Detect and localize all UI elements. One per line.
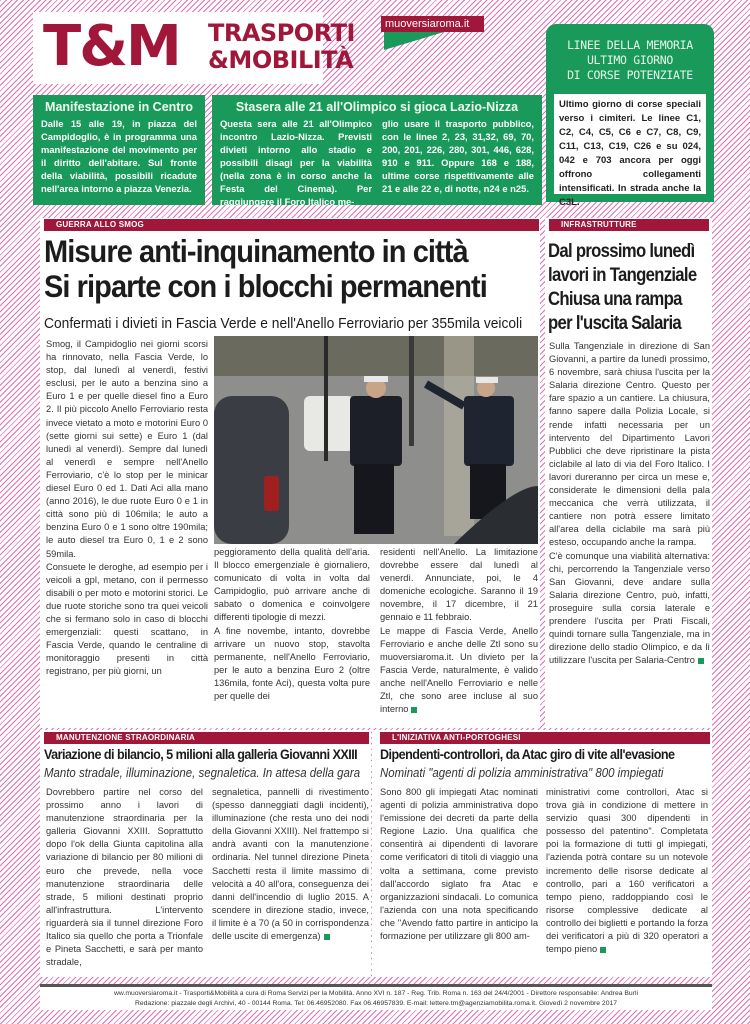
bottom-right-col1: Sono 800 gli impiegati Atac nominati agenti di polizia amministrativa dopo l'emissione dei decreti da parte della Regione Lazio. Una qualifica che consentirà ai dipendenti di lavorare come verificatori di titoli di viaggio una volta a settimana, come previsto dall'accordo siglato fra Atac e organizzazioni sindacali. Lo comunica l'azienda con una nota specificando che "Avendo fatto partire in anticipo la formazione per utilizzare gli 800 am- [380,787,538,942]
bottom-left-title: Variazione di bilancio, 5 milioni alla galleria Giovanni XXIII [44,746,358,762]
news-box-manifestazione [33,95,205,205]
memoria-title [546,38,714,83]
footer-line2: Redazione: piazzale degli Archivi, 40 - 00144 Roma. Tel: 06.46952080. Fax 06.46957839. E-mail: lettere.tm@agenziamobilita.roma.it. Giovedì 2 novembre 2017 [134,1000,618,1007]
paragraph: C'è comunque una viabilità alternativa: chi, percorrendo la Tangenziale verso San Giovanni, deve andare sulla Salaria direzione Centro, può, infatti, proseguire sulla corsia laterale e prendere l'uscita per Prati Fiscali, quindi tornare sulla Tangenziale, ma in direzione dello stadio Olimpico, e da lì utilizzare l'uscita per Salaria-Centro [549,550,710,666]
end-mark-icon [698,658,704,664]
end-mark-icon [600,947,606,953]
paragraph: peggioramento della qualità dell'aria. Il blocco emergenziale è giornaliero, comunicato di volta in volta dal Campidoglio, può arrivare anche di sabato o domenica e coinvolgere differenti tipologie di mezzi. [214,547,370,623]
bottom-left-subtitle: Manto stradale, illuminazione, segnaletica. In attesa della gara [44,765,361,780]
end-mark-icon [411,707,417,713]
memoria-title-line2: ULTIMO GIORNO [586,53,674,67]
main-col3 [380,546,538,716]
paragraph: A fine novembe, intanto, dovrebbe arrivare un nuovo stop, stavolta permanente, nell'Anello Ferroviario, per le auto a benzina Euro 2 (oltre 136mila, fonte Aci), questa volta pure per quelle dei [214,625,370,702]
news-box-lazio-nizza [212,95,542,205]
main-col2 [214,546,370,703]
paragraph: residenti nell'Anello. La limitazione dovrebbe essere dal lunedì al venerdì. Annunciate, poi, le 4 domeniche ecologiche. Saranno il 19 novembre, il 17 dicembre, il 21 gennaio e 11 febbraio. [380,547,538,623]
news-box-col2: glio usare il trasporto pubblico, con le linee 2, 23, 31,32, 69, 70, 200, 201, 226, 280, 301, 446, 628, 910 e 911. Oppure 168 e 188, ultime corse rispettivamente alle 21 e alle 22 e, di notte, n24 e n25. [382,118,534,194]
main-headline [44,234,504,304]
masthead [33,12,355,84]
right-headline-line4: per l'uscita Salaria [548,313,682,334]
right-headline-line1: Dal prossimo lunedì [548,241,695,262]
memoria-box [546,24,714,208]
photo-police-traffic [214,336,538,544]
right-headline-line3: Chiusa una rampa [548,289,682,310]
paragraph: Sulla Tangenziale in direzione di San Giovanni, a partire da lunedì prossimo, 6 novembre, sarà chiusa l'uscita per la Salaria direzione Centro. Questo per fare spazio a un cantiere. La chiusura, fanno sapere dalla Polizia Locale, si rende infatti necessaria per un intervento del Dipartimento Lavori Pubblici che deve ripristinare la pista ciclabile al lato di via del Foro Italico. I lavori dureranno per circa un mese e, considerate le dimensioni della pala meccanica che verrà utilizzata, il cantiere non potrà essere limitato all'area della ciclabile ma sarà più esteso, occupando anche la rampa. [549,341,710,548]
news-box-body: Dalle 15 alle 19, in piazza del Campidoglio, è in programma una manifestazione del movimento per il diritto dell'abitare. Sul fronte della viabilità, possibili ricadute nell'area intorno a piazza Venezia. [41,118,197,194]
site-tag-ribbon [384,32,444,50]
section-bar-infrastrutture: INFRASTRUTTURE [549,219,709,231]
bottom-right-col2 [546,786,708,956]
bottom-left-col1: Dovrebbero partire nel corso del prossimo anno i lavori di manutenzione straordinaria per la galleria Giovanni XXIII. Soprattutto dopo l'ok della Giunta capitolina alla variazione di bilancio per 80 milioni di euro che prevede, nella voce manutenzione straordinaria delle strade, 5 milioni destinati proprio all'infrastruttura. L'intervento riguarderà sia il tunnel direzione Foro Italico sia quello che porta a Trionfale e Pineta Sacchetti, e sarà per manto stradale, [46,787,203,968]
bottom-left-col2 [212,786,369,943]
bottom-right-subtitle: Nominati "agenti di polizia amministrativa" 800 impiegati [380,765,664,780]
memoria-title-line1: LINEE DELLA MEMORIA [567,38,693,52]
main-subhead: Confermati i divieti in Fascia Verde e nell'Anello Ferroviario per 355mila veicoli [44,315,523,332]
news-box-col1: Questa sera alle 21 all'Olimpico incontro Lazio-Nizza. Previsti divieti intorno allo stadio e possibili disagi per la viabilità (nella zona è in corso anche la Festa del Cinema). Per raggiungere il Foro Italico me- [220,118,372,207]
masthead-title-line1: TRASPORTI [208,19,355,47]
section-bar-guerra-smog: GUERRA ALLO SMOG [44,219,539,231]
section-bar-manutenzione: MANUTENZIONE STRAORDINARIA [44,732,369,744]
paragraph: Le mappe di Fascia Verde, Anello Ferroviario e anche delle Ztl sono su muoversiaroma.it. Un divieto per la Fascia Verde, naturalmente, è valido anche nell'Anello Ferroviario e nelle Ztl, che sono aree incluse al suo interno [380,625,538,715]
memoria-body: Ultimo giorno di corse speciali verso i cimiteri. Le linee C1, C2, C4, C5, C6 e C7, C8, C9, C11, C13, C19, C26 e su 024, 042 e 703 ancora per oggi offrono collegamenti intensificati. In strada anche la C3L. [554,94,706,194]
masthead-title-line2: &MOBILITÀ [208,46,354,74]
headline-line2: Si riparte con i blocchi permanenti [44,268,487,304]
main-col1 [46,338,208,678]
memoria-title-line3: DI CORSE POTENZIATE [567,68,693,82]
right-headline-line2: lavori in Tangenziale [548,265,697,286]
bottom-right-title: Dipendenti-controllori, da Atac giro di vite all'evasione [380,746,675,762]
end-mark-icon [324,934,330,940]
logo: T&M [43,14,180,79]
paragraph: Smog, il Campidoglio nei giorni scorsi ha rinnovato, nella Fascia Verde, lo stop, dal lunedì al venerdì, festivi esclusi, per le auto a benzina sino a Euro 1 e per quelle diesel fino a Euro 2. Il più piccolo Anello Ferroviario resta invece vietato a moto e motorini Euro 0 (sette giorni sui sette) e Euro 1 (dal lunedì al venerdì). Sempre dal lunedì al venerdì e sempre nell'Anello Ferroviario, c'è lo stop per le minicar diesel Euro 0 ed 1. Dati Aci alla mano (anno 2016), le due ruote Euro 0 e 1 in città sono più di 106mila; le auto a benzina Euro 0 e 1 sono oltre 190mila; le auto diesel tra Euro 0, 1 e 2 sono 59mila. [46,339,208,559]
article-photo [214,336,538,544]
paragraph: ministrativi come controllori, Atac si trova già in condizione di mettere in servizio quasi 300 dipendenti in possesso del patentino". Completata poi la formazione di tutti gl impiegati, l'azienda potrà contare su un notevole incremento delle risorse dedicate al controllo, pari a 160 verificatori a tempo pieno, raddoppiando così le risorse complessive dedicate al controllo dei biglietti e portando la forza dei verificatori a più di 320 operatori a tempo pieno [546,787,708,955]
news-box-title: Manifestazione in Centro [45,100,193,114]
paragraph: Consuete le deroghe, ad esempio per i veicoli a gpl, metano, con il permesso disabili o per moto e motorini storici. Le due ruote storiche sono tra quei veicoli che si fermano solo in caso di blocchi emergenziali: questi scattano, in Fascia Verde, quando le centraline di monitoraggio presenti in città registrano, per più giorni, un [46,561,208,677]
headline-line1: Misure anti-inquinamento in città [44,233,468,269]
paragraph: segnaletica, pannelli di rivestimento (spesso danneggiati dagli incidenti), illuminazione (che resta uno dei nodi della Giovanni XXIII). Nel frattempo si andrà avanti con la manutenzione ordinaria. Nel tunnel direzione Pineta Sacchetti resta il limite massimo di velocità a 40 all'ora, conseguenza dei danni dell'incendio di luglio 2015. A scendere in direzione stadio, invece, il limite è a 70 (a 50 in corrispondenza delle uscite di emergenza) [212,787,369,942]
right-article-body [549,340,710,667]
masthead-title [208,20,355,74]
right-headline [548,240,698,336]
section-bar-anti-portoghesi: L'INIZIATIVA ANTI-PORTOGHESI [380,732,710,744]
news-box-title: Stasera alle 21 all'Olimpico si gioca Lazio-Nizza [235,100,519,114]
footer [40,984,712,1010]
site-link[interactable]: muoversiaroma.it [381,16,484,32]
footer-line1: ww.muoversiaroma.it - Trasporti&Mobilità a cura di Roma Servizi per la Mobilità. Anno XVI n. 187 - Reg. Trib. Roma n. 163 del 24/4/2001 - Direttore responsabile: Andrea Burli [114,990,638,997]
